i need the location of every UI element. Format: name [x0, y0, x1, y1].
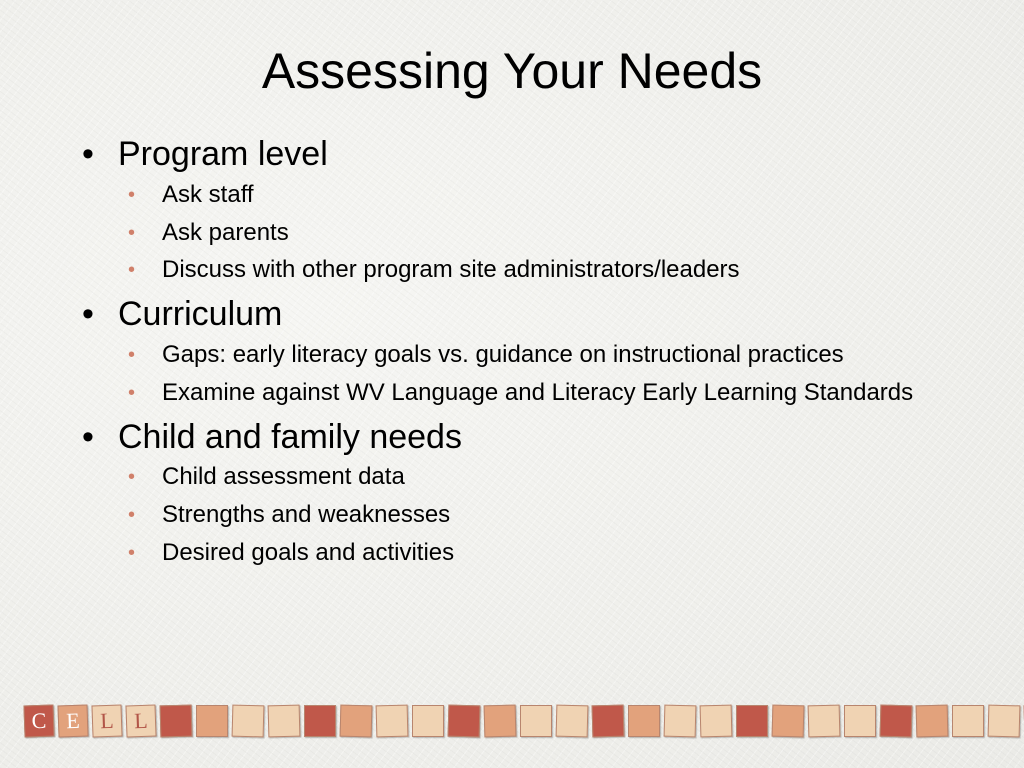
decorative-tiles [160, 705, 1024, 737]
bullet-icon: • [82, 417, 94, 456]
decorative-tile [880, 705, 913, 738]
list-item: Desired goals and activities [162, 538, 455, 566]
decorative-tile [232, 705, 265, 738]
sub-bullet-icon: • [128, 183, 136, 206]
decorative-tile [196, 705, 228, 737]
section-program-level [82, 134, 982, 285]
decorative-tile [808, 705, 841, 738]
section-heading: Curriculum [118, 295, 283, 334]
decorative-tile [376, 705, 409, 738]
cell-logo-letter: L [125, 704, 156, 737]
decorative-tile [304, 705, 336, 737]
decorative-tile [700, 705, 733, 738]
decorative-tile [160, 705, 193, 738]
decorative-tile [916, 705, 949, 738]
cell-logo-letter: L [91, 704, 122, 737]
slide-title: Assessing Your Needs [261, 43, 763, 99]
bullet-icon: • [82, 295, 94, 334]
sub-list [128, 181, 982, 285]
section-heading: Child and family needs [118, 417, 462, 456]
decorative-tile [952, 705, 984, 737]
bullet-icon: • [82, 135, 94, 173]
cell-logo-letter: C [23, 704, 54, 737]
cell-logo-strip [24, 704, 1024, 738]
list-item: Strengths and weaknesses [162, 501, 451, 529]
list-item: Ask parents [162, 218, 289, 246]
decorative-tile [664, 705, 697, 738]
sub-bullet-icon: • [128, 259, 136, 282]
sub-bullet-icon: • [128, 541, 136, 564]
decorative-tile [844, 705, 876, 737]
decorative-tile [448, 705, 481, 738]
decorative-tile [268, 705, 301, 738]
sub-bullet-icon: • [128, 221, 136, 244]
bullet-list [82, 134, 982, 577]
sub-bullet-icon: • [128, 504, 136, 527]
decorative-tile [556, 705, 589, 738]
decorative-tile [736, 705, 768, 737]
list-item: Ask staff [162, 180, 254, 208]
decorative-tile [412, 705, 444, 737]
sub-bullet-icon: • [128, 381, 136, 404]
sub-list [128, 341, 982, 408]
decorative-tile [988, 705, 1021, 738]
list-item: Examine against WV Language and Literacy Early Learning Standards [162, 378, 914, 406]
decorative-tile [484, 705, 517, 738]
decorative-tile [772, 705, 805, 738]
cell-logo-letter: E [57, 704, 88, 737]
section-curriculum [82, 294, 982, 407]
sub-bullet-icon: • [128, 466, 136, 489]
decorative-tile [520, 705, 552, 737]
decorative-tile [340, 705, 373, 738]
decorative-tile [592, 705, 625, 738]
list-item: Discuss with other program site administrators/leaders [162, 256, 740, 284]
sub-list [128, 463, 982, 567]
list-item: Gaps: early literacy goals vs. guidance on instructional practices [162, 340, 844, 368]
sub-bullet-icon: • [128, 343, 136, 366]
decorative-tile [628, 705, 660, 737]
section-child-family-needs [82, 417, 982, 568]
section-heading: Program level [118, 135, 328, 173]
list-item: Child assessment data [162, 463, 405, 491]
